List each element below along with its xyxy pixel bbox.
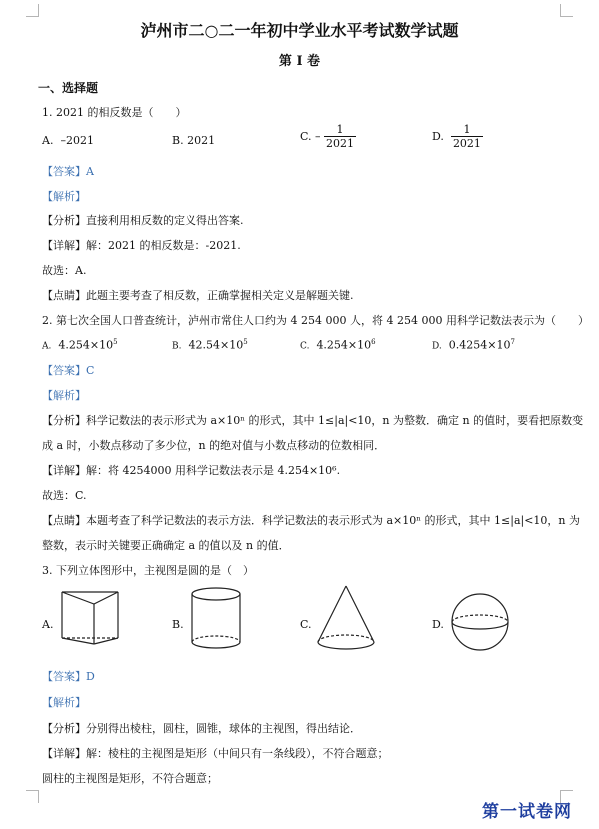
triangular-prism-figure	[58, 586, 130, 648]
q1-option-d-denominator: 2021	[452, 137, 481, 150]
q1-option-d	[432, 123, 483, 150]
q1-stem: 1. 2021 的相反数是（ ）	[42, 106, 187, 119]
q2-option-a-exponent: 5	[113, 338, 118, 346]
q2-option-b-text: 42.54×10	[188, 338, 244, 352]
q1-option-c-denominator: 2021	[326, 137, 355, 150]
q2-option-a	[42, 338, 118, 352]
q3-analysis: 【分析】分别得出棱柱，圆柱，圆锥，球体的主视图，得出结论．	[42, 722, 361, 735]
q1-option-a	[42, 134, 94, 147]
q2-solution: 【详解】解：将 4254000 用科学记数法表示是 4.254×10⁶.	[42, 464, 341, 477]
q1-solution: 【详解】解：2021 的相反数是：-2021.	[42, 239, 241, 252]
q1-option-c	[300, 123, 356, 150]
q3-option-b-label: B.	[172, 618, 184, 631]
q2-option-c-text: 4.254×10	[316, 338, 372, 352]
section-heading: 一、选择题	[38, 81, 99, 95]
q2-option-c	[300, 338, 376, 352]
cylinder-figure	[186, 584, 248, 654]
q1-option-a-text: –2021	[60, 134, 94, 147]
q2-stem: 2. 第七次全国人口普查统计，泸州市常住人口约为 4 254 000 人，将 4 254 000 用科学记数法表示为（ ）	[42, 314, 589, 327]
q1-option-b-label: B.	[172, 134, 184, 147]
q2-option-d-text: 0.4254×10	[448, 338, 511, 352]
q2-comment-line2: 整数，表示时关键要正确确定 a 的值以及 n 的值．	[42, 539, 290, 552]
q2-option-a-label: A.	[42, 341, 52, 352]
corner-mark-top-left	[26, 4, 39, 17]
q2-choice: 故选：C.	[42, 489, 87, 502]
q2-analysis-heading: 【解析】	[42, 389, 86, 402]
q1-choice: 故选：A.	[42, 264, 87, 277]
q2-option-d-exponent: 7	[510, 338, 515, 346]
q2-option-b-label: B.	[172, 341, 182, 352]
sphere-figure	[448, 590, 512, 654]
q2-analysis-line1: 【分析】科学记数法的表示形式为 a×10ⁿ 的形式，其中 1≤|a|<10，n 为整数．确定 n 的值时，要看把原数变	[42, 414, 584, 427]
document-title: 泸州市二○二一年初中学业水平考试数学试题	[140, 21, 459, 40]
q1-option-c-fraction	[324, 123, 356, 150]
q1-option-d-numerator: 1	[451, 123, 483, 137]
corner-mark-top-right	[560, 4, 573, 17]
q2-answer: 【答案】C	[42, 364, 95, 377]
cone-figure	[312, 582, 382, 656]
q2-option-d	[432, 338, 515, 352]
q1-analysis-heading: 【解析】	[42, 190, 86, 203]
q3-answer: 【答案】D	[42, 670, 95, 683]
q1-comment: 【点睛】此题主要考查了相反数，正确掌握相关定义是解题关键.	[42, 289, 354, 302]
q3-solution-continued: 圆柱的主视图是矩形，不符合题意；	[42, 772, 218, 785]
document-subtitle: 第 I 卷	[278, 54, 321, 69]
q3-option-d-label: D.	[432, 618, 444, 631]
q1-option-d-label: D.	[432, 130, 444, 143]
q3-analysis-heading: 【解析】	[42, 696, 86, 709]
q1-option-b-text: 2021	[187, 134, 216, 147]
q2-analysis-line2: 成 a 时，小数点移动了多少位，n 的绝对值与小数点移动的位数相同．	[42, 439, 386, 452]
q2-option-a-text: 4.254×10	[58, 338, 114, 352]
q2-option-b-exponent: 5	[243, 338, 248, 346]
site-watermark: 第一试卷网	[482, 802, 572, 822]
q1-option-c-sign: –	[315, 130, 321, 143]
q2-comment-line1: 【点睛】本题考查了科学记数法的表示方法．科学记数法的表示形式为 a×10ⁿ 的形式，其中 1≤|a|<10，n 为	[42, 514, 580, 527]
q2-option-b	[172, 338, 248, 352]
q1-option-a-label: A.	[42, 134, 54, 147]
q2-option-c-exponent: 6	[371, 338, 376, 346]
q2-option-c-label: C.	[300, 341, 310, 352]
q1-option-c-label: C.	[300, 130, 312, 143]
q1-answer: 【答案】A	[42, 165, 94, 178]
q1-option-b	[172, 134, 215, 147]
q1-analysis: 【分析】直接利用相反数的定义得出答案.	[42, 214, 244, 227]
q3-option-a-label: A.	[42, 618, 54, 631]
corner-mark-bottom-left	[26, 790, 39, 803]
q2-option-d-label: D.	[432, 341, 442, 352]
q3-stem: 3. 下列立体图形中，主视图是圆的是（ ）	[42, 564, 254, 577]
q1-option-d-fraction	[451, 123, 483, 150]
q1-option-c-numerator: 1	[324, 123, 356, 137]
q3-solution: 【详解】解：棱柱的主视图是矩形（中间只有一条线段），不符合题意；	[42, 747, 389, 760]
q3-option-c-label: C.	[300, 618, 312, 631]
